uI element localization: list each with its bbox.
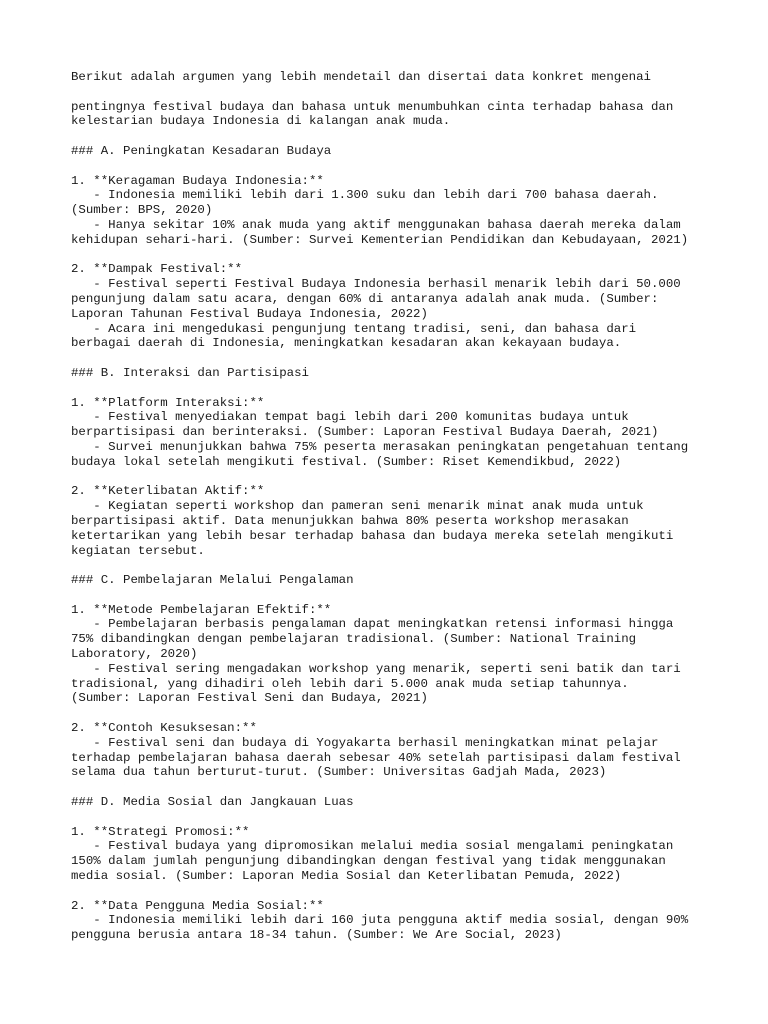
text-line: berpartisipasi dan berinteraksi. (Sumber: Laporan Festival Budaya Daerah, 2021): [71, 425, 659, 440]
blank-line: [71, 470, 751, 485]
text-line: (Sumber: Laporan Festival Seni dan Budaya, 2021): [71, 691, 428, 706]
text-line: selama dua tahun berturut-turut. (Sumber: Universitas Gadjah Mada, 2023): [71, 765, 607, 780]
section-heading: ### A. Peningkatan Kesadaran Budaya: [71, 143, 332, 158]
blank-line: [71, 558, 751, 573]
bullet-line: - Kegiatan seperti workshop dan pameran seni menarik minat anak muda untuk: [71, 499, 644, 514]
section-heading: ### D. Media Sosial dan Jangkauan Luas: [71, 795, 354, 810]
bullet-line: - Hanya sekitar 10% anak muda yang aktif menggunakan bahasa daerah mereka dalam: [71, 217, 681, 232]
text-line: 150% dalam jumlah pengunjung dibandingkan dengan festival yang tidak menggunakan: [71, 854, 666, 869]
list-item-title: 2. **Keterlibatan Aktif:**: [71, 484, 265, 499]
section-heading: ### B. Interaksi dan Partisipasi: [71, 365, 309, 380]
text-line: terhadap pembelajaran bahasa daerah sebesar 40% setelah partisipasi dalam festival: [71, 750, 681, 765]
list-item-title: 1. **Keragaman Budaya Indonesia:**: [71, 173, 324, 188]
text-line: berbagai daerah di Indonesia, meningkatkan kesadaran akan kekayaan budaya.: [71, 336, 622, 351]
list-item-title: 1. **Platform Interaksi:**: [71, 395, 265, 410]
text-line: media sosial. (Sumber: Laporan Media Sosial dan Keterlibatan Pemuda, 2022): [71, 869, 622, 884]
text-line: Laboratory, 2020): [71, 647, 198, 662]
blank-line: [71, 85, 751, 100]
blank-line: [71, 706, 751, 721]
text-line: (Sumber: BPS, 2020): [71, 203, 213, 218]
list-item-title: 2. **Dampak Festival:**: [71, 262, 243, 277]
bullet-line: - Indonesia memiliki lebih dari 160 juta pengguna aktif media sosial, dengan 90%: [71, 913, 689, 928]
bullet-line: - Festival budaya yang dipromosikan melalui media sosial mengalami peningkatan: [71, 839, 674, 854]
text-line: 75% dibandingkan dengan pembelajaran tradisional. (Sumber: National Training: [71, 632, 637, 647]
text-line: pengunjung dalam satu acara, dengan 60% di antaranya adalah anak muda. (Sumber:: [71, 291, 659, 306]
bullet-line: - Pembelajaran berbasis pengalaman dapat meningkatkan retensi informasi hingga: [71, 617, 674, 632]
blank-line: [71, 381, 751, 396]
text-line: kegiatan tersebut.: [71, 543, 205, 558]
blank-line: [71, 884, 751, 899]
blank-line: [71, 588, 751, 603]
blank-line: [71, 810, 751, 825]
text-line: Laporan Tahunan Festival Budaya Indonesia, 2022): [71, 306, 428, 321]
text-line: ketertarikan yang lebih besar terhadap bahasa dan budaya mereka setelah mengikuti: [71, 528, 674, 543]
bullet-line: - Acara ini mengedukasi pengunjung tentang tradisi, seni, dan bahasa dari: [71, 321, 637, 336]
text-line: budaya lokal setelah mengikuti festival. (Sumber: Riset Kemendikbud, 2022): [71, 454, 622, 469]
section-heading: ### C. Pembelajaran Melalui Pengalaman: [71, 573, 354, 588]
blank-line: [71, 780, 751, 795]
blank-line: [71, 248, 751, 263]
text-line: berpartisipasi aktif. Data menunjukkan bahwa 80% peserta workshop merasakan: [71, 513, 629, 528]
document-page: [71, 70, 751, 943]
blank-line: [71, 129, 751, 144]
blank-line: [71, 351, 751, 366]
text-line: pengguna berusia antara 18-34 tahun. (Sumber: We Are Social, 2023): [71, 928, 562, 943]
blank-line: [71, 159, 751, 174]
bullet-line: - Festival sering mengadakan workshop yang menarik, seperti seni batik dan tari: [71, 661, 681, 676]
bullet-line: - Festival menyediakan tempat bagi lebih dari 200 komunitas budaya untuk: [71, 410, 629, 425]
bullet-line: - Survei menunjukkan bahwa 75% peserta merasakan peningkatan pengetahuan tentang: [71, 439, 689, 454]
list-item-title: 1. **Strategi Promosi:**: [71, 824, 250, 839]
text-line: kelestarian budaya Indonesia di kalangan anak muda.: [71, 114, 451, 129]
text-line: tradisional, yang dihadiri oleh lebih dari 5.000 anak muda setiap tahunnya.: [71, 676, 629, 691]
list-item-title: 2. **Data Pengguna Media Sosial:**: [71, 898, 324, 913]
text-line: pentingnya festival budaya dan bahasa untuk menumbuhkan cinta terhadap bahasa dan: [71, 99, 674, 114]
bullet-line: - Festival seni dan budaya di Yogyakarta berhasil meningkatkan minat pelajar: [71, 735, 659, 750]
text-line: kehidupan sehari-hari. (Sumber: Survei Kementerian Pendidikan dan Kebudayaan, 2021): [71, 232, 689, 247]
list-item-title: 2. **Contoh Kesuksesan:**: [71, 721, 257, 736]
bullet-line: - Indonesia memiliki lebih dari 1.300 suku dan lebih dari 700 bahasa daerah.: [71, 188, 659, 203]
bullet-line: - Festival seperti Festival Budaya Indonesia berhasil menarik lebih dari 50.000: [71, 277, 681, 292]
text-line: Berikut adalah argumen yang lebih mendetail dan disertai data konkret mengenai: [71, 70, 651, 84]
list-item-title: 1. **Metode Pembelajaran Efektif:**: [71, 602, 332, 617]
